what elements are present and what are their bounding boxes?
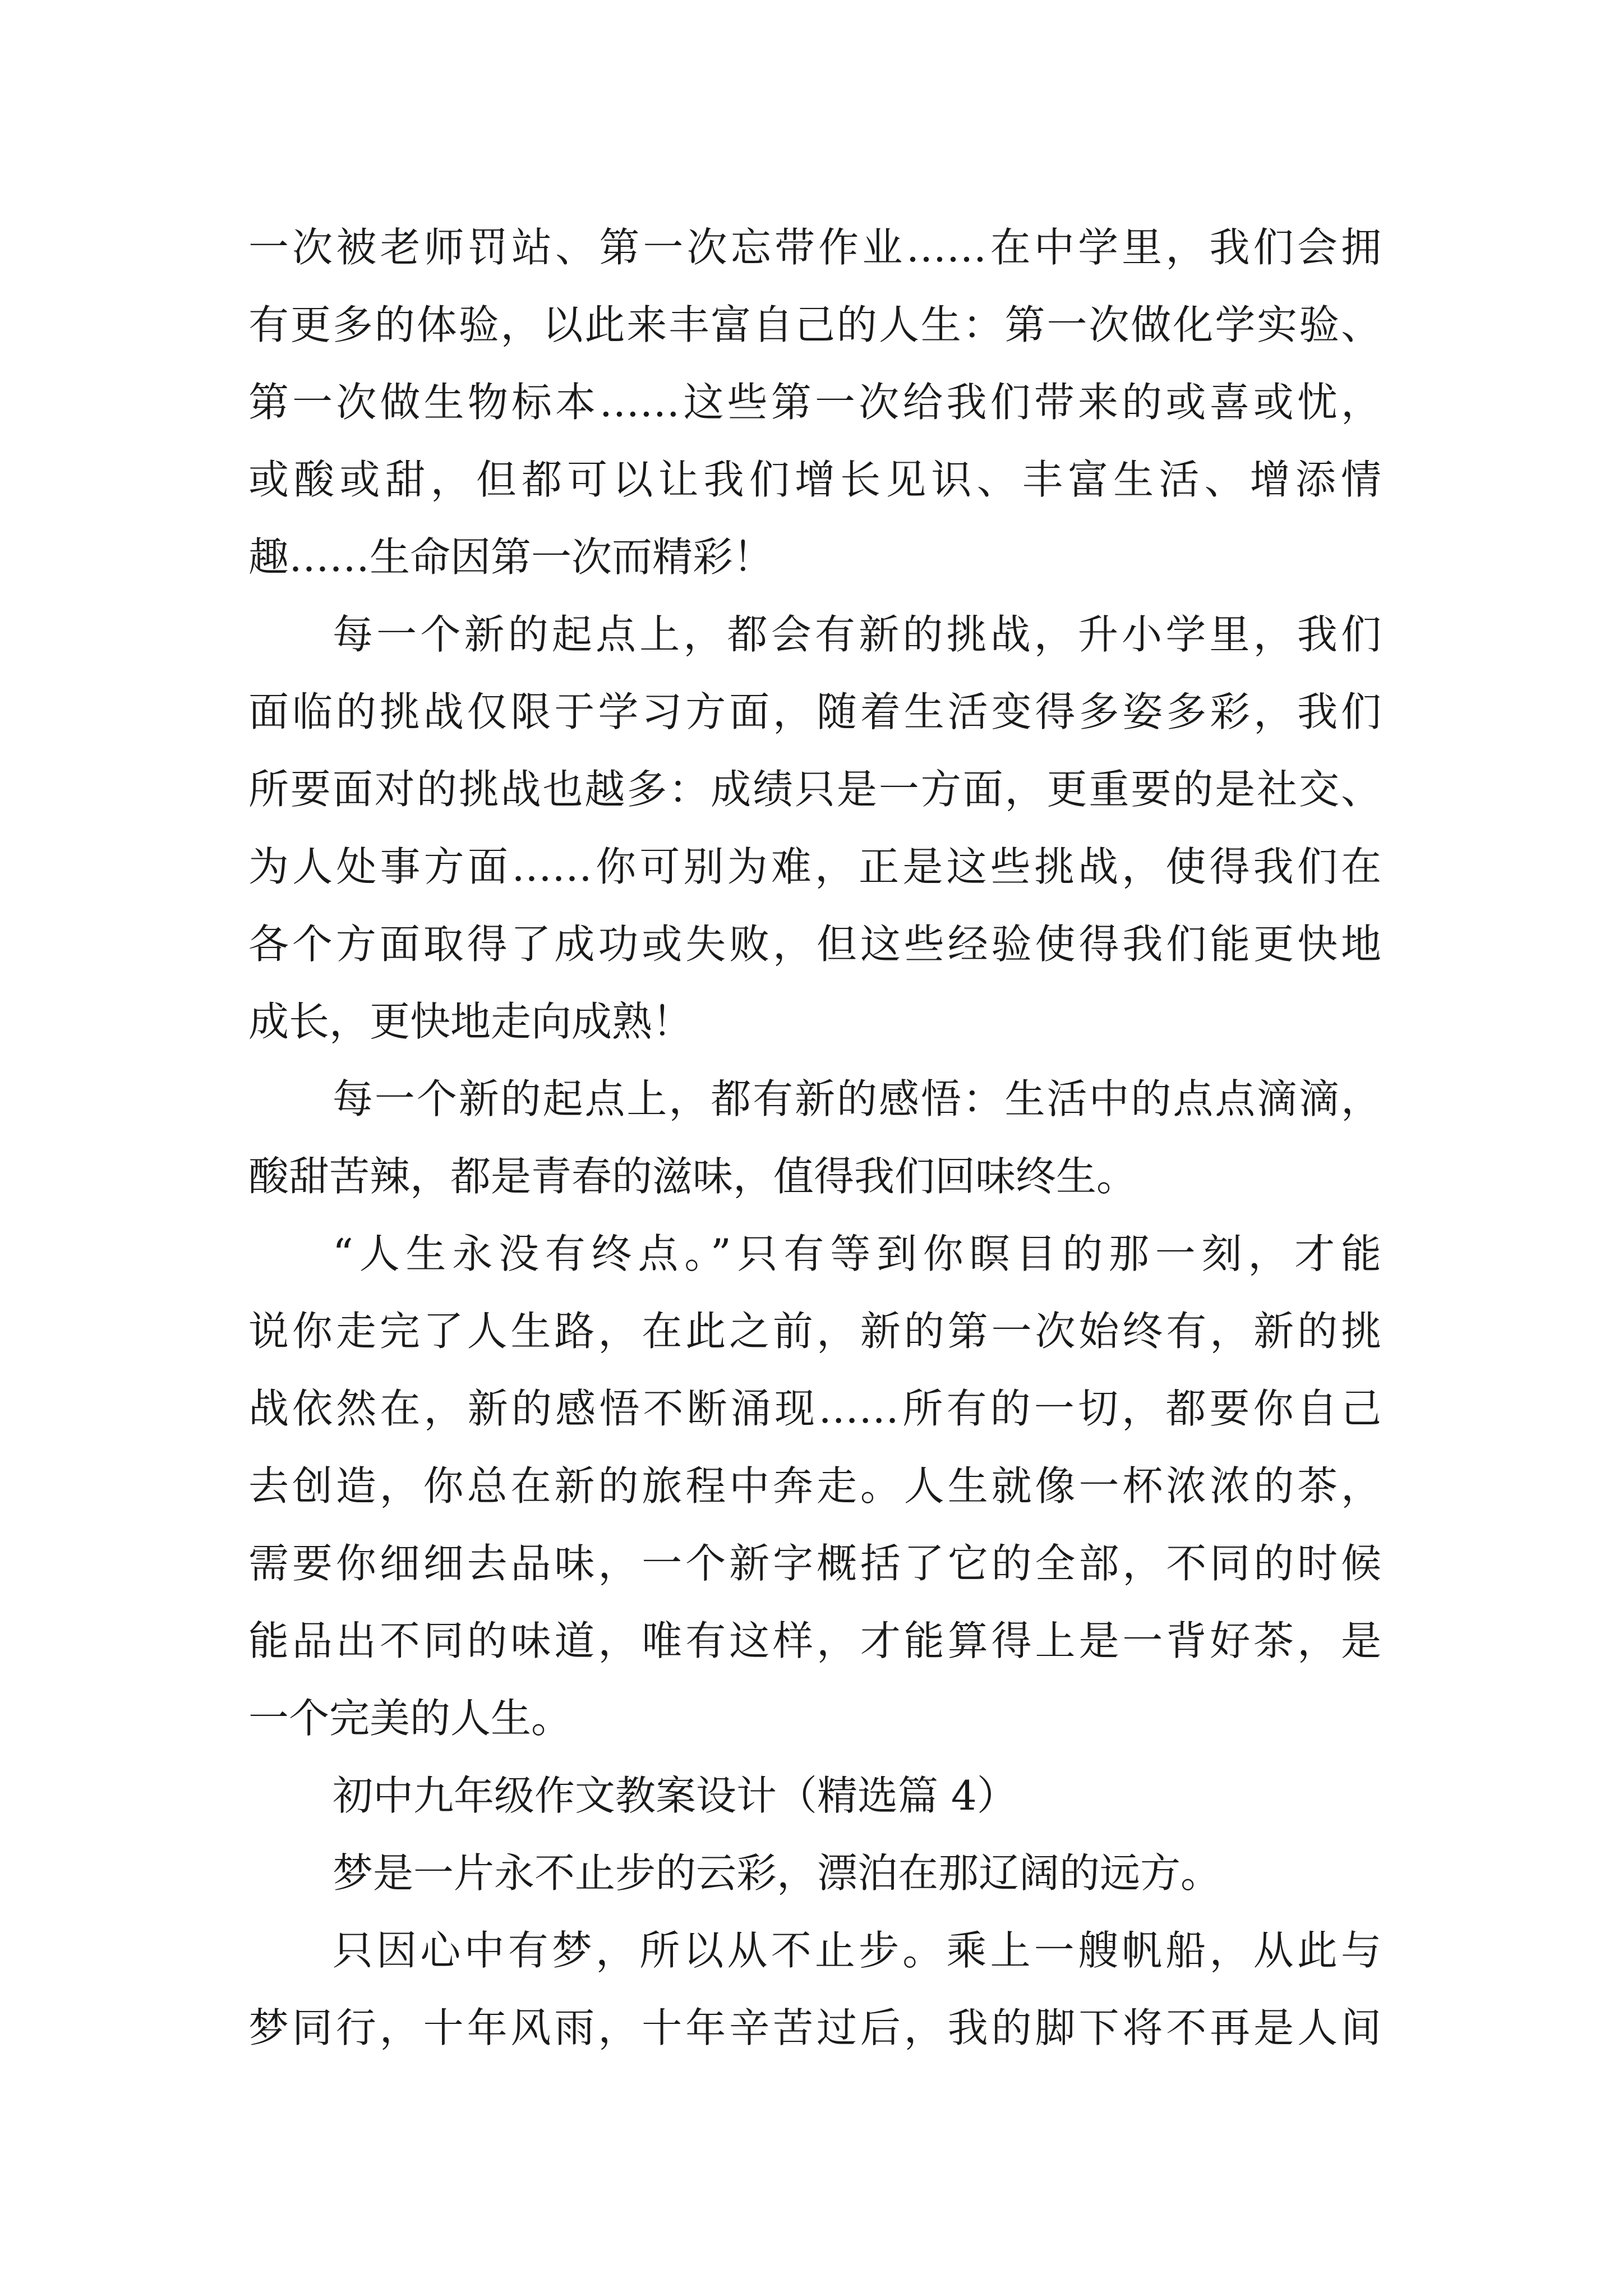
text-line: 只因心中有梦，所以从不止步。乘上一艘帆船，从此与 xyxy=(333,1927,1381,1974)
text-line: 一次被老师罚站、第一次忘带作业……在中学里，我们会拥 xyxy=(248,224,1381,271)
text-line: 每一个新的起点上，都会有新的挑战，升小学里，我们 xyxy=(333,611,1381,658)
text-line: “人生永没有终点。”只有等到你瞑目的那一刻，才能 xyxy=(333,1230,1381,1277)
text-line: 需要你细细去品味，一个新字概括了它的全部，不同的时候 xyxy=(248,1540,1381,1587)
section-heading: 初中九年级作文教案设计（精选篇 4） xyxy=(333,1772,1017,1819)
text-line: 或酸或甜，但都可以让我们增长见识、丰富生活、增添情 xyxy=(248,456,1381,503)
text-line: 面临的挑战仅限于学习方面，随着生活变得多姿多彩，我们 xyxy=(248,688,1381,735)
text-line: 各个方面取得了成功或失败，但这些经验使得我们能更快地 xyxy=(248,921,1381,968)
text-line: 梦是一片永不止步的云彩，漂泊在那辽阔的远方。 xyxy=(333,1849,1221,1897)
text-line: 战依然在，新的感悟不断涌现……所有的一切，都要你自己 xyxy=(248,1385,1381,1432)
text-line: 所要面对的挑战也越多：成绩只是一方面，更重要的是社交、 xyxy=(248,766,1381,813)
text-line: 梦同行，十年风雨，十年辛苦过后，我的脚下将不再是人间 xyxy=(248,2004,1381,2051)
text-line: 成长，更快地走向成熟！ xyxy=(248,998,693,1045)
text-line: 趣……生命因第一次而精彩！ xyxy=(248,533,774,581)
text-line: 酸甜苦辣，都是青春的滋味，值得我们回味终生。 xyxy=(248,1153,1137,1200)
text-line: 有更多的体验，以此来丰富自己的人生：第一次做化学实验、 xyxy=(248,301,1381,348)
text-line: 每一个新的起点上，都有新的感悟：生活中的点点滴滴， xyxy=(333,1075,1381,1122)
text-line: 能品出不同的味道，唯有这样，才能算得上是一背好茶，是 xyxy=(248,1617,1381,1664)
text-line: 去创造，你总在新的旅程中奔走。人生就像一杯浓浓的茶， xyxy=(248,1462,1381,1510)
text-line: 一个完美的人生。 xyxy=(248,1695,572,1742)
text-line: 第一次做生物标本……这些第一次给我们带来的或喜或忧， xyxy=(248,379,1381,426)
text-line: 说你走完了人生路，在此之前，新的第一次始终有，新的挑 xyxy=(248,1308,1381,1355)
body-text xyxy=(248,209,1381,2067)
text-line: 为人处事方面……你可别为难，正是这些挑战，使得我们在 xyxy=(248,843,1381,890)
